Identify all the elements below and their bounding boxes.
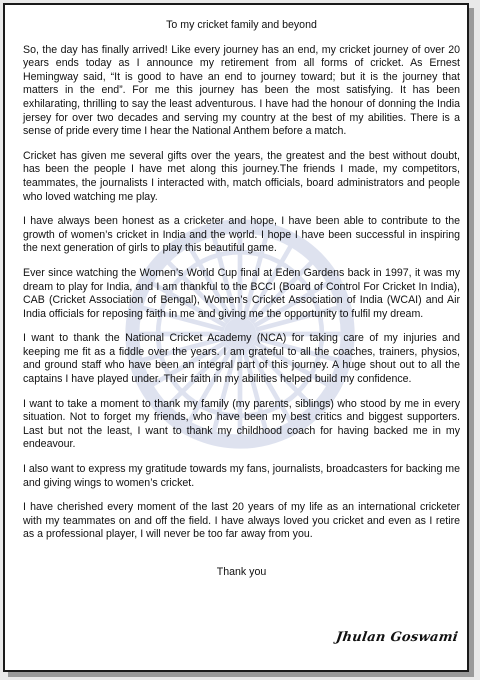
paragraph-6: I want to take a moment to thank my family (my parents, siblings) who stood by me in every situation. Not to forget my friends, who have been my best critics and biggest supporters. Last but not the least, I want to thank my childhood coach for having backed me in my endeavour. <box>23 397 460 451</box>
paragraph-7: I also want to express my gratitude towards my fans, journalists, broadcasters for backing me and giving wings to women’s cricket. <box>23 463 460 489</box>
closing-thank-you: Thank you <box>216 566 267 578</box>
signature: Jhulan Goswami <box>334 630 460 645</box>
letter-body <box>23 19 460 580</box>
paragraph-5: I want to thank the National Cricket Academy (NCA) for taking care of my injuries and keeping me fit as a fiddle over the years. I am grateful to all the coaches, trainers, physios, and ground staff who have been an integral part of this journey. A huge shout out to all the captains I have played under. Their faith in my abilities helped build my confidence. <box>23 332 460 386</box>
paragraph-3: I have always been honest as a cricketer and hope, I have been able to contribute to the growth of women’s cricket in India and the world. I hope I have been successful in inspiring the next generation of girls to play this beautiful game. <box>23 215 460 255</box>
paragraph-2: Cricket has given me several gifts over the years, the greatest and the best without doubt, has been the people I have met along this journey.The friends I made, my competitors, teammates, the journalists I interacted with, match officials, board administrators and people who loved watching me play. <box>23 149 460 203</box>
paragraph-4: Ever since watching the Women’s World Cup final at Eden Gardens back in 1997, it was my dream to play for India, and I am thankful to the BCCI (Board of Control For Cricket In India), CAB (Cricket Association of Bengal), Women’s Cricket Association of India (WCAI) and Air India officials for reposing faith in me and giving me the opportunity to fulfil my dream. <box>23 266 460 320</box>
letter-page <box>3 3 469 672</box>
paragraph-1: So, the day has finally arrived! Like every journey has an end, my cricket journey of over 20 years ends today as I announce my retirement from all forms of cricket. As Ernest Hemingway said, “It is good to have an end to journey toward; but it is the journey that matters in the end”. For me this journey has been the most satisfying. It has been exhilarating, thrilling to say the least adventurous. I have had the honour of donning the India jersey for over two decades and serving my country at the best of my abilities. There is a sense of pride every time I hear the National Anthem before a match. <box>23 43 460 138</box>
paragraph-8: I have cherished every moment of the last 20 years of my life as an international cricketer with my teammates on and off the field. I have always loved you cricket and even as I retire as a professional player, I will never be too far away from you. <box>23 501 460 541</box>
salutation: To my cricket family and beyond <box>166 19 317 31</box>
